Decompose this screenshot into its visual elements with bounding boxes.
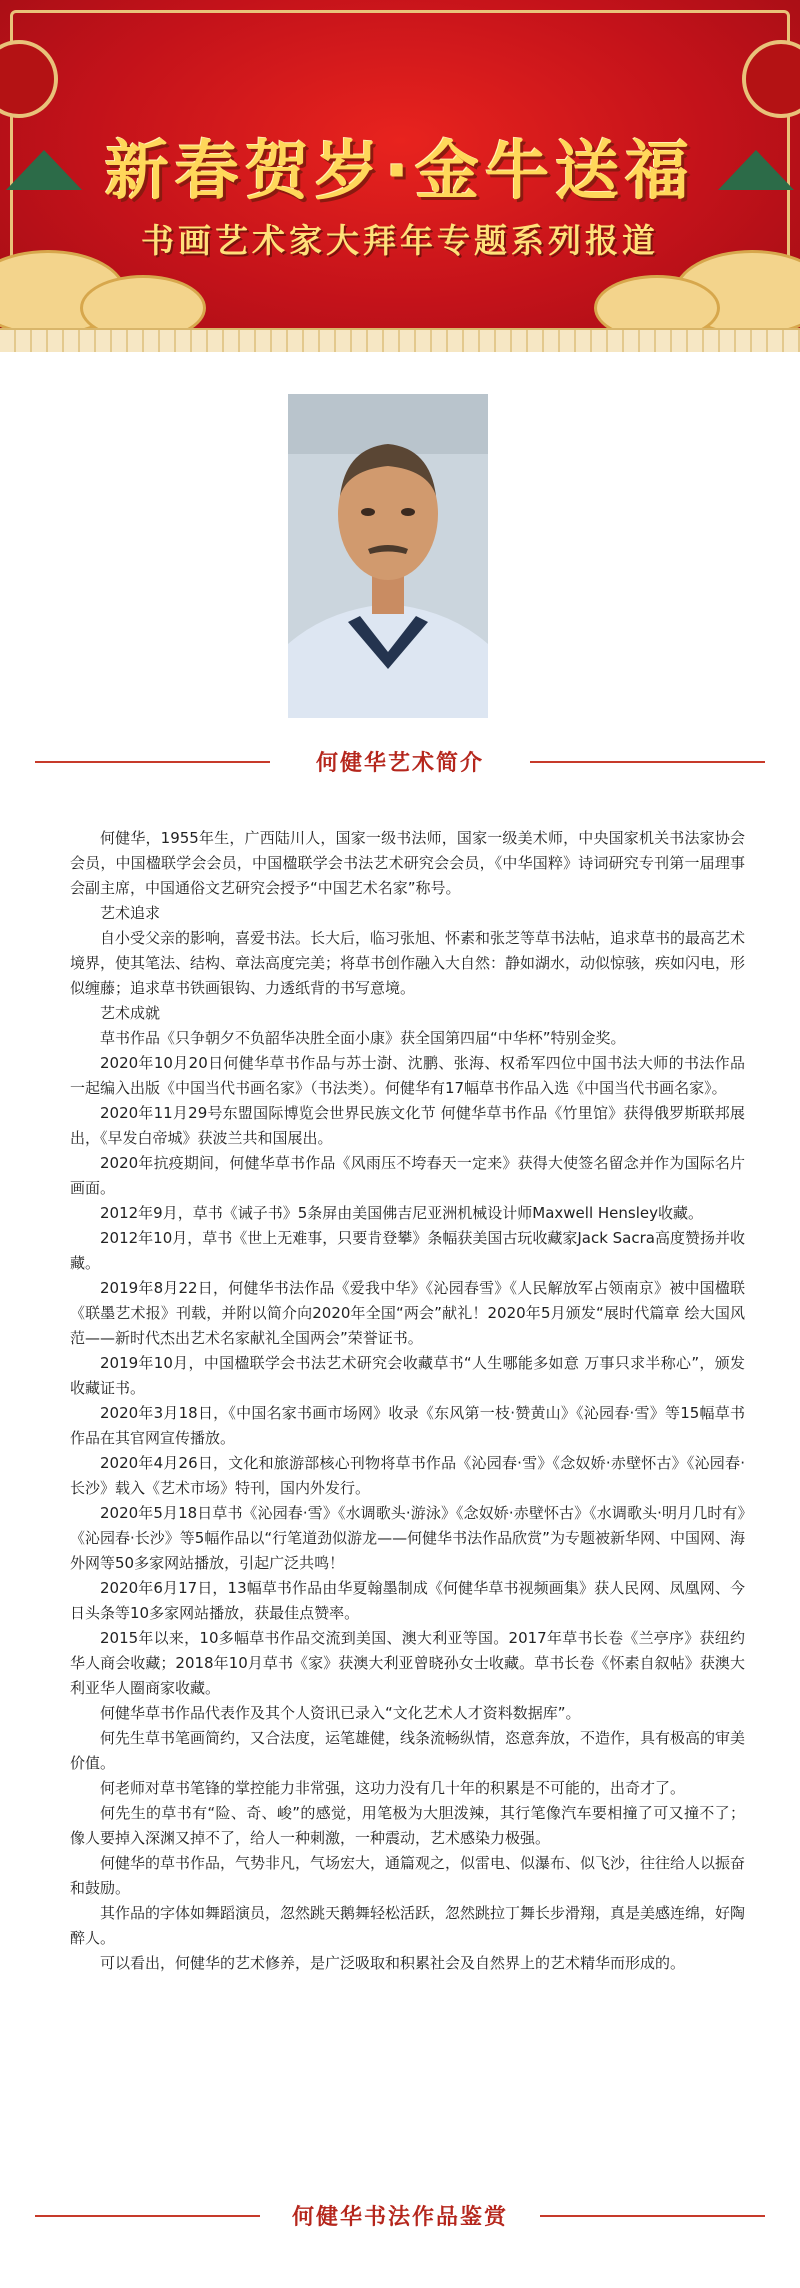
bio-paragraph: 2012年10月，草书《世上无难事，只要肯登攀》条幅获美国古玩收藏家Jack Sacra高度赞扬并收藏。 xyxy=(70,1229,745,1272)
bio-paragraph: 何健华草书作品代表作及其个人资讯已录入“文化艺术人才资料数据库”。 xyxy=(100,1704,581,1722)
bio-paragraph: 2020年6月17日，13幅草书作品由华夏翰墨制成《何健华草书视频画集》获人民网、凤凰网、今日头条等10多家网站播放，获最佳点赞率。 xyxy=(70,1579,745,1622)
bio-paragraph: 何先生的草书有“险、奇、峻”的感觉，用笔极为大胆泼辣，其行笔像汽车要相撞了可又撞不了；像人要掉入深渊又掉不了，给人一种刺激，一种震动，艺术感染力极强。 xyxy=(70,1804,745,1847)
bio-paragraph: 2015年以来，10多幅草书作品交流到美国、澳大利亚等国。2017年草书长卷《兰亭序》获纽约华人商会收藏；2018年10月草书《家》获澳大利亚曾晓孙女士收藏。草书长卷《怀素自叙帖》获澳大利亚华人圈商家收藏。 xyxy=(70,1629,745,1697)
divider-right xyxy=(540,2215,765,2217)
section-title-intro-text: 何健华艺术简介 xyxy=(315,750,484,776)
bio-paragraph: 可以看出，何健华的艺术修养，是广泛吸取和积累社会及自然界上的艺术精华而形成的。 xyxy=(100,1954,686,1972)
bio-paragraph: 何健华的草书作品，气势非凡，气场宏大，通篇观之，似雷电、似瀑布、似飞沙，往往给人以振奋和鼓励。 xyxy=(70,1854,746,1897)
bio-paragraph: 草书作品《只争朝夕不负韶华决胜全面小康》获全国第四届“中华杯”特别金奖。 xyxy=(100,1029,626,1047)
bio-paragraph: 艺术追求 xyxy=(100,904,161,922)
section-title-intro xyxy=(0,742,800,782)
bio-paragraph: 艺术成就 xyxy=(100,1004,161,1022)
portrait-illustration xyxy=(288,394,488,718)
bio-paragraph: 2019年10月，中国楹联学会书法艺术研究会收藏草书“人生哪能多如意 万事只求半称心”，颁发收藏证书。 xyxy=(70,1354,745,1397)
bio-paragraph: 2020年5月18日草书《沁园春·雪》《水调歌头·游泳》《念奴娇·赤壁怀古》《水调歌头·明月几时有》《沁园春·长沙》等5幅作品以“行笔道劲似游龙——何健华书法作品欣赏”为专题被新华网、中国网、海外网等50多家网站播放，引起广泛共鸣！ xyxy=(70,1504,745,1572)
bio-paragraph: 其作品的字体如舞蹈演员，忽然跳天鹅舞轻松活跃，忽然跳拉丁舞长步滑翔，真是美感连绵，好陶醉人。 xyxy=(70,1904,746,1947)
section-title-works xyxy=(0,2196,800,2236)
bio-paragraph: 何先生草书笔画简约，又合法度，运笔雄健，线条流畅纵情，恣意奔放，不造作，具有极高的审美价值。 xyxy=(70,1729,746,1772)
bio-paragraph: 何老师对草书笔锋的掌控能力非常强，这功力没有几十年的积累是不可能的，出奇才了。 xyxy=(100,1779,686,1797)
banner-pattern-band xyxy=(0,328,800,352)
bio-paragraph: 2020年4月26日，文化和旅游部核心刊物将草书作品《沁园春·雪》《念奴娇·赤壁怀古》《沁园春·长沙》载入《艺术市场》特刊，国内外发行。 xyxy=(70,1454,745,1497)
bio-paragraph: 2020年11月29号东盟国际博览会世界民族文化节 何健华草书作品《竹里馆》获得俄罗斯联邦展出，《早发白帝城》获波兰共和国展出。 xyxy=(70,1104,745,1147)
artist-biography xyxy=(70,826,745,1976)
bio-paragraph: 何健华，1955年生，广西陆川人，国家一级书法师，国家一级美术师，中央国家机关书法家协会会员，中国楹联学会会员，中国楹联学会书法艺术研究会会员，《中华国粹》诗词研究专刊第一届理事会副主席，中国通俗文艺研究会授予“中国艺术名家”称号。 xyxy=(70,829,745,897)
bio-paragraph: 2019年8月22日，何健华书法作品《爱我中华》《沁园春雪》《人民解放军占领南京》被中国楹联《联墨艺术报》刊载，并附以简介向2020年全国“两会”献礼！2020年5月颁发“展时代篇章 绘大国风范——新时代杰出艺术名家献礼全国两会”荣誉证书。 xyxy=(70,1279,745,1347)
banner-title: 新春贺岁·金牛送福 xyxy=(104,135,696,209)
bio-paragraph: 2012年9月，草书《诫子书》5条屏由美国佛吉尼亚洲机械设计师Maxwell Hensley收藏。 xyxy=(100,1204,703,1222)
bio-paragraph: 2020年3月18日，《中国名家书画市场网》收录《东风第一枝·赞黄山》《沁园春·雪》等15幅草书作品在其官网宣传播放。 xyxy=(70,1404,745,1447)
section-title-works-text: 何健华书法作品鉴赏 xyxy=(291,2204,508,2230)
artist-portrait xyxy=(288,394,488,718)
banner-subtitle: 书画艺术家大拜年专题系列报道 xyxy=(141,221,659,260)
bio-paragraph: 2020年10月20日何健华草书作品与苏士澍、沈鹏、张海、权希军四位中国书法大师的书法作品一起编入出版《中国当代书画名家》（书法类）。何健华有17幅草书作品入选《中国当代书画名家》。 xyxy=(70,1054,745,1097)
festival-banner xyxy=(0,0,800,352)
bio-paragraph: 2020年抗疫期间，何健华草书作品《风雨压不垮春天一定来》获得大使签名留念并作为国际名片画面。 xyxy=(70,1154,745,1197)
bio-paragraph: 自小受父亲的影响，喜爱书法。长大后，临习张旭、怀素和张芝等草书法帖，追求草书的最高艺术境界，使其笔法、结构、章法高度完美；将草书创作融入大自然：静如湖水，动似惊骇，疾如闪电，形似缠藤；追求草书铁画银钩、力透纸背的书写意境。 xyxy=(70,929,746,997)
divider-right xyxy=(530,761,765,763)
